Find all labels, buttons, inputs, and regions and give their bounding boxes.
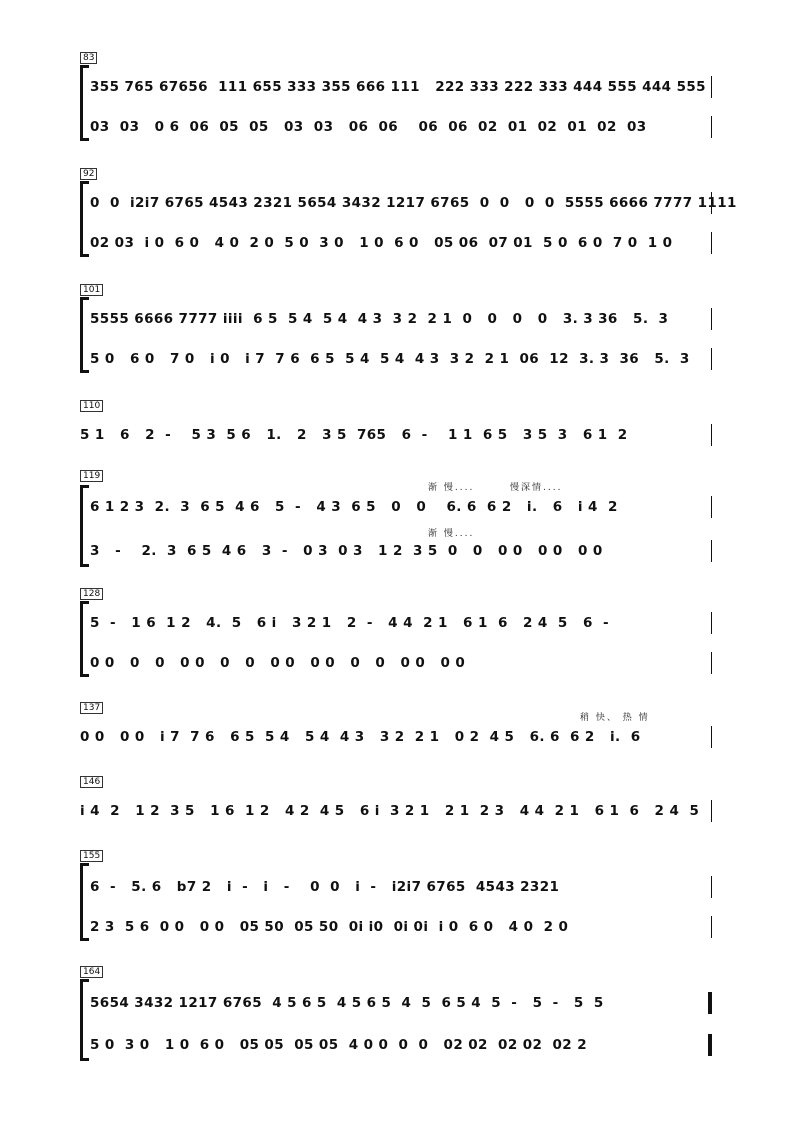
measure-number: 146 [80, 776, 103, 788]
bar-line [711, 424, 712, 446]
system-bracket [80, 602, 87, 676]
upper-notes: 5 - 1 6 1 2 4. 5 6 i 3 2 1 2 - 4 4 2 1 6 1 6 2 4 5 6 - [90, 615, 610, 631]
upper-staff [90, 992, 712, 1014]
bar-line [711, 800, 712, 822]
lower-staff [90, 232, 712, 254]
system-bracket [80, 298, 87, 372]
upper-notes: 6 1 2 3 2. 3 6 5 4 6 5 - 4 3 6 5 0 0 6. 6 6 2 i. 6 i 4 2 [90, 499, 618, 515]
lower-notes: 03 03 0 6 06 05 05 03 03 06 06 06 06 02 01 02 01 02 03 [90, 119, 647, 135]
upper-notes: 5555 6666 7777 iiii 6 5 5 4 5 4 4 3 3 2 2 1 0 0 0 0 3. 3 36 5. 3 [90, 311, 669, 327]
system-164 [80, 966, 712, 1062]
system-119 [80, 470, 712, 570]
single-staff [80, 726, 712, 748]
lower-staff [90, 916, 712, 938]
tempo-marking-lower: 渐 慢.... [428, 529, 475, 539]
single-staff [80, 800, 712, 822]
upper-staff [90, 612, 712, 634]
measure-number: 164 [80, 966, 103, 978]
melody-notes: 0 0 0 0 i 7 7 6 6 5 5 4 5 4 4 3 3 2 2 1 0 2 4 5 6. 6 6 2 i. 6 [80, 729, 641, 745]
bar-line [711, 612, 712, 634]
lower-notes: 2 3 5 6 0 0 0 0 05 50 05 50 0i i0 0i 0i i 0 6 0 4 0 2 0 [90, 919, 569, 935]
lower-staff [90, 348, 712, 370]
bar-line [711, 652, 712, 674]
system-bracket [80, 66, 87, 140]
upper-staff [90, 76, 712, 98]
bar-line [711, 116, 712, 138]
bar-line [711, 540, 712, 562]
upper-staff [90, 192, 737, 214]
system-bracket [80, 864, 87, 940]
measure-number: 92 [80, 168, 97, 180]
upper-staff [90, 876, 712, 898]
bar-line [711, 726, 712, 748]
lower-staff [90, 116, 712, 138]
upper-notes: 355 765 67656 111 655 333 355 666 111 222 333 222 333 444 555 444 555 [90, 79, 706, 95]
bar-line [711, 192, 712, 214]
measure-number: 137 [80, 702, 103, 714]
bar-line [711, 308, 712, 330]
system-101 [80, 284, 712, 374]
lower-notes: 5 0 3 0 1 0 6 0 05 05 05 05 4 0 0 0 0 02 02 02 02 02 2 [90, 1037, 587, 1053]
melody-notes: 5 1 6 2 - 5 3 5 6 1. 2 3 5 765 6 - 1 1 6 5 3 5 3 6 1 2 [80, 427, 628, 443]
bar-line [711, 76, 712, 98]
system-bracket [80, 182, 87, 256]
bar-line [711, 232, 712, 254]
upper-notes: 0 0 i2i7 6765 4543 2321 5654 3432 1217 6765 0 0 0 0 5555 6666 7777 1111 [90, 195, 737, 211]
system-146 [80, 776, 712, 828]
measure-number: 83 [80, 52, 97, 64]
measure-number: 101 [80, 284, 103, 296]
system-128 [80, 588, 712, 678]
lower-staff [90, 540, 712, 562]
final-double-bar [708, 1034, 712, 1056]
measure-number: 128 [80, 588, 103, 600]
upper-notes: 5654 3432 1217 6765 4 5 6 5 4 5 6 5 4 5 6 5 4 5 - 5 - 5 5 [90, 995, 604, 1011]
lower-notes: 0 0 0 0 0 0 0 0 0 0 0 0 0 0 0 0 0 0 [90, 655, 466, 671]
system-83 [80, 52, 712, 142]
tempo-marking: 渐 慢.... [428, 483, 475, 493]
system-110 [80, 400, 712, 450]
system-bracket [80, 486, 87, 566]
measure-number: 155 [80, 850, 103, 862]
expression-marking: 慢深情.... [510, 483, 563, 493]
melody-notes: i 4 2 1 2 3 5 1 6 1 2 4 2 4 5 6 i 3 2 1 2 1 2 3 4 4 2 1 6 1 6 2 4 5 [80, 803, 700, 819]
lower-staff [90, 1034, 712, 1056]
measure-number: 119 [80, 470, 103, 482]
system-137 [80, 702, 712, 754]
single-staff [80, 424, 712, 446]
final-double-bar [708, 992, 712, 1014]
bar-line [711, 916, 712, 938]
bar-line [711, 496, 712, 518]
lower-notes: 3 - 2. 3 6 5 4 6 3 - 0 3 0 3 1 2 3 5 0 0 0 0 0 0 0 0 [90, 543, 603, 559]
lower-notes: 02 03 i 0 6 0 4 0 2 0 5 0 3 0 1 0 6 0 05 06 07 01 5 0 6 0 7 0 1 0 [90, 235, 673, 251]
measure-number: 110 [80, 400, 103, 412]
lower-notes: 5 0 6 0 7 0 i 0 i 7 7 6 6 5 5 4 5 4 4 3 3 2 2 1 06 12 3. 3 36 5. 3 [90, 351, 690, 367]
system-92 [80, 168, 737, 258]
expression-marking: 稍 快、 热 情 [580, 713, 650, 723]
upper-notes: 6 - 5. 6 b7 2 i - i - 0 0 i - i2i7 6765 4543 2321 [90, 879, 560, 895]
bar-line [711, 876, 712, 898]
system-bracket [80, 980, 87, 1060]
upper-staff [90, 496, 712, 518]
bar-line [711, 348, 712, 370]
lower-staff [90, 652, 712, 674]
system-155 [80, 850, 712, 942]
upper-staff [90, 308, 712, 330]
